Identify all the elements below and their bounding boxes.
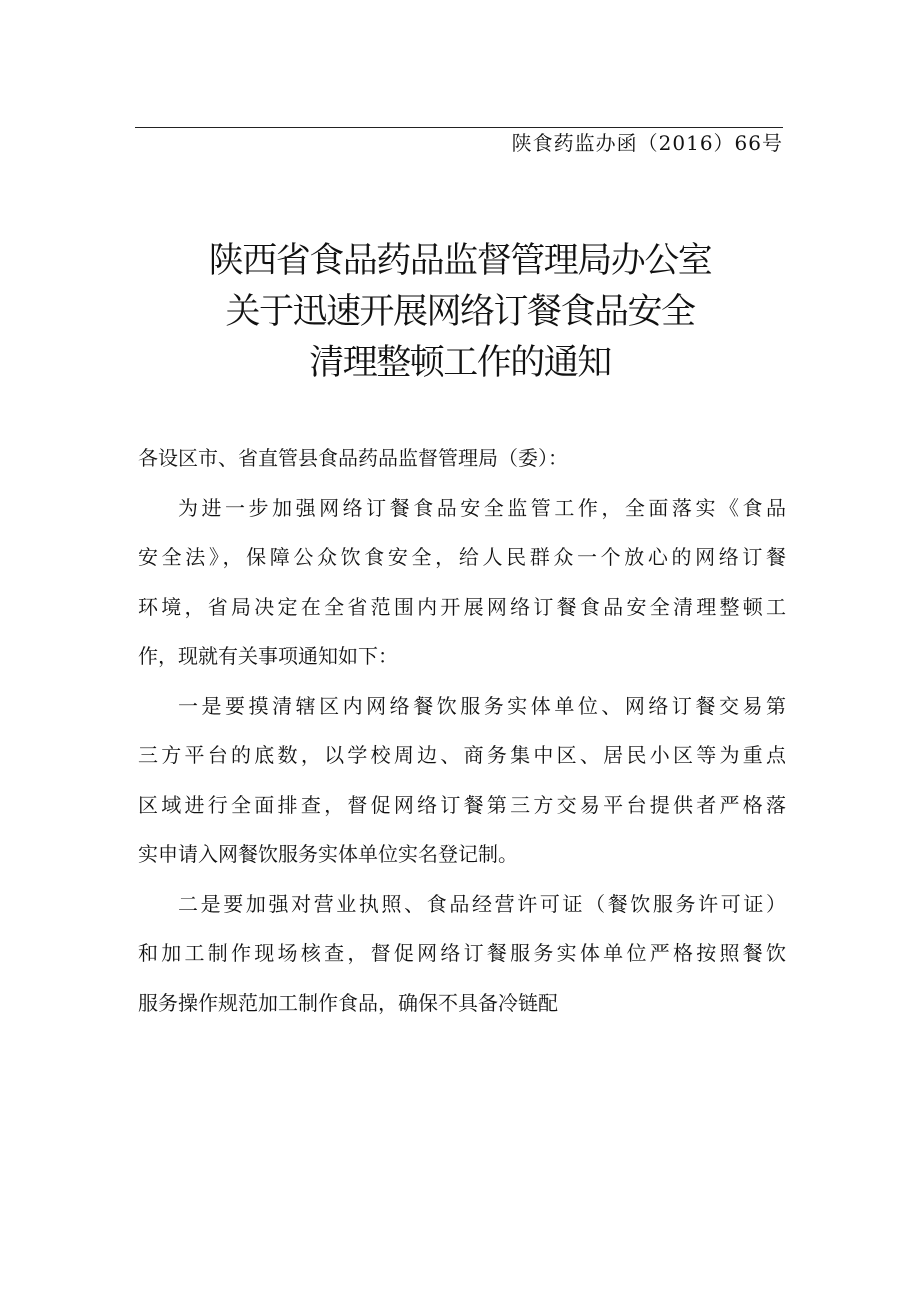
document-body [138,434,786,1027]
salutation: 各设区市、省直管县食品药品监督管理局（委）： [138,446,568,470]
body-line: 服务操作规范加工制作食品，确保不具备冷链配 [138,990,558,1015]
body-line: 实申请入网餐饮服务实体单位实名登记制。 [138,842,518,866]
body-line: 一是要摸清辖区内网络餐饮服务实体单位、网络订餐交易第 [178,693,786,718]
body-line: 区域进行全面排查，督促网络订餐第三方交易平台提供者严格落 [138,792,786,817]
body-line: 为进一步加强网络订餐食品安全监管工作，全面落实《食品 [178,495,786,520]
document-title [0,236,920,389]
header-rule [135,127,783,128]
body-line: 安全法》，保障公众饮食安全，给人民群众一个放心的网络订餐 [138,545,786,569]
document-number: 陕食药监办函（2016）66号 [511,131,783,155]
title-line-1: 陕西省食品药品监督管理局办公室 [208,241,712,281]
title-line-3: 清理整顿工作的通知 [309,343,611,383]
body-line: 环境，省局决定在全省范围内开展网络订餐食品安全清理整顿工 [138,594,786,619]
body-line: 和加工制作现场核查，督促网络订餐服务实体单位严格按照餐饮 [138,941,786,965]
body-line: 三方平台的底数，以学校周边、商务集中区、居民小区等为重点 [138,743,786,767]
title-line-2: 关于迅速开展网络订餐食品安全 [225,292,695,332]
body-line: 作，现就有关事项通知如下： [138,644,398,668]
body-line: 二是要加强对营业执照、食品经营许可证（餐饮服务许可证） [178,891,786,916]
